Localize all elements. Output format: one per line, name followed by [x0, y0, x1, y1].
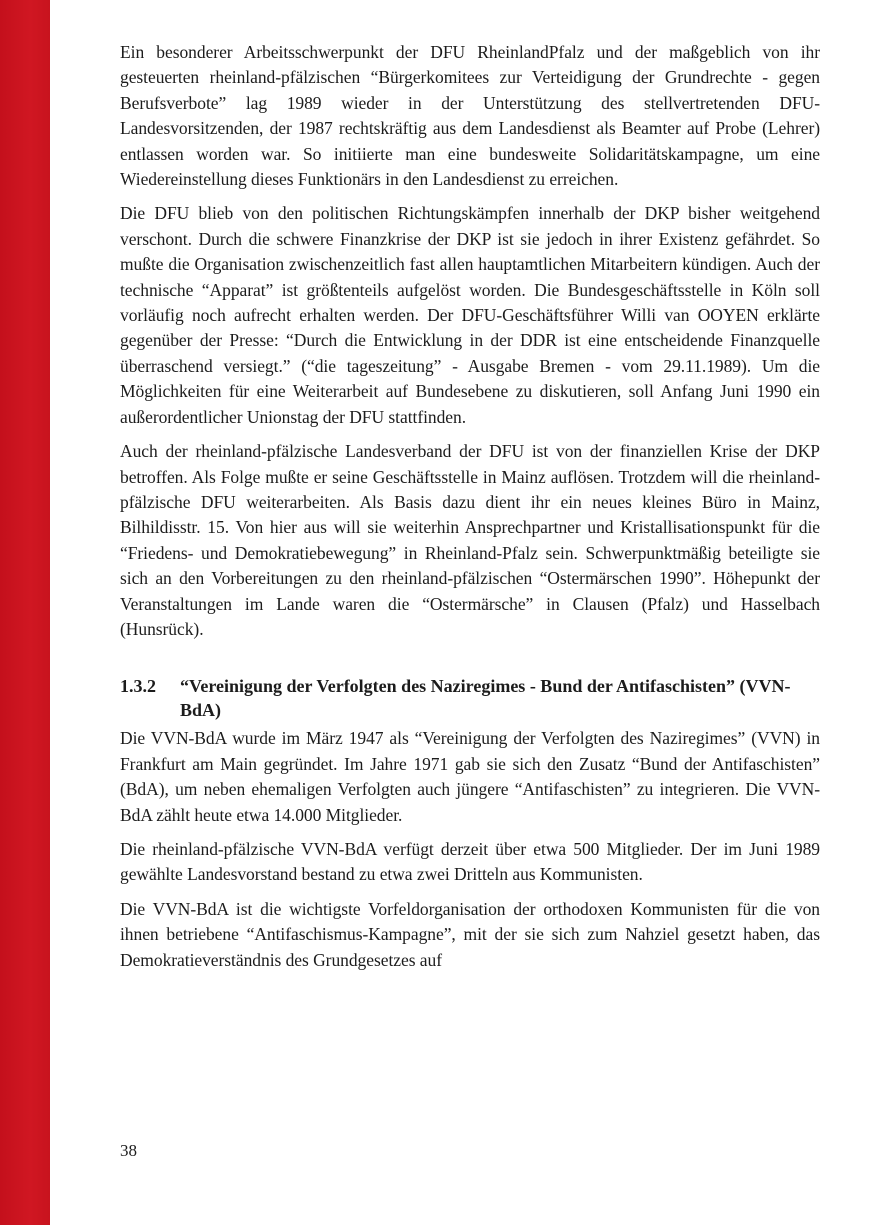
paragraph-vvn-rlp: Die rheinland-pfälzische VVN-BdA verfügt derzeit über etwa 500 Mitglieder. Der im Juni 1989 gewählte Landesvorstand bestand zu etwa zwei Dritteln aus Kommunisten. — [120, 838, 820, 885]
section-number: 1.3.2 — [120, 676, 156, 697]
page-body — [120, 40, 820, 982]
paragraph-dfu-rlp: Auch der rheinland-pfälzische Landesverband der DFU ist von der finanziellen Krise der DKP betroffen. Als Folge mußte er seine Geschäftsstelle in Mainz auflösen. Trotzdem will die rheinland-pfälzische DFU weiterarbeiten. Als Basis dazu dient ihr ein neues kleines Büro in Mainz, Bilhildisstr. 15. Von hier aus will sie weiterhin Ansprechpartner und Kristallisationspunkt für die “Friedens- und Demokratiebewegung” in Rheinland-Pfalz sein. Schwerpunktmäßig beteiligte sie sich an den Vorbereitungen zu den rheinland-pfälzischen “Ostermärschen 1990”. Höhepunkt der Veranstaltungen im Lande waren die “Ostermärsche” in Clausen (Pfalz) und Hasselbach (Hunsrück). — [120, 441, 820, 639]
paragraph-vvn-history: Die VVN-BdA wurde im März 1947 als “Vereinigung der Verfolgten des Naziregimes” (VVN) in Frankfurt am Main gegründet. Im Jahre 1971 gab sie sich den Zusatz “Bund der Antifaschisten” (BdA), um neben ehemaligen Verfolgten auch jüngere “Antifaschisten” zu integrieren. Die VVN-BdA zählt heute etwa 14.000 Mitglieder. — [120, 728, 820, 825]
red-spine-edge — [0, 0, 50, 1225]
section-title: “Vereinigung der Verfolgten des Naziregimes - Bund der Antifaschisten” (VVN-BdA) — [180, 676, 791, 721]
page-number: 38 — [120, 1141, 137, 1160]
paragraph-dfu-focus: Ein besonderer Arbeitsschwerpunkt der DFU RheinlandPfalz und der maßgeblich von ihr gesteuerten rheinland-pfälzischen “Bürgerkomitees zur Verteidigung der Grundrechte - gegen Berufsverbote” lag 1989 wieder in der Unterstützung des stellvertretenden DFU-Landesvorsitzenden, der 1987 rechtskräftig aus dem Landesdienst als Beamter auf Probe (Lehrer) entlassen worden war. So initiierte man eine bundesweite Solidaritätskampagne, um eine Wiedereinstellung dieses Funktionärs in den Landesdienst zu erreichen. — [120, 42, 820, 190]
paragraph-dfu-crisis: Die DFU blieb von den politischen Richtungskämpfen innerhalb der DKP bisher weitgehend verschont. Durch die schwere Finanzkrise der DKP ist sie jedoch in ihrer Existenz gefährdet. So mußte die Organisation zwischenzeitlich fast allen hauptamtlichen Mitarbeitern kündigen. Auch der technische “Apparat” ist größtenteils aufgelöst worden. Die Bundesgeschäftsstelle in Köln soll vorläufig noch aufrecht erhalten werden. Der DFU-Geschäftsführer Willi van OOYEN erklärte gegenüber der Presse: “Durch die Entwicklung in der DDR ist eine entscheidende Finanzquelle überraschend versiegt.” (“die tageszeitung” - Ausgabe Bremen - vom 29.11.1989). Um die Möglichkeiten für eine Weiterarbeit auf Bundesebene zu diskutieren, soll Anfang Juni 1990 ein außerordentlicher Unionstag der DFU stattfinden. — [120, 203, 820, 427]
section-heading — [120, 674, 820, 722]
paragraph-vvn-campaign: Die VVN-BdA ist die wichtigste Vorfeldorganisation der orthodoxen Kommunisten für die von ihnen betriebene “Antifaschismus-Kampagne”, mit der sie sich zum Nahziel gesetzt haben, das Demokratieverständnis des Grundgesetzes auf — [120, 898, 820, 970]
